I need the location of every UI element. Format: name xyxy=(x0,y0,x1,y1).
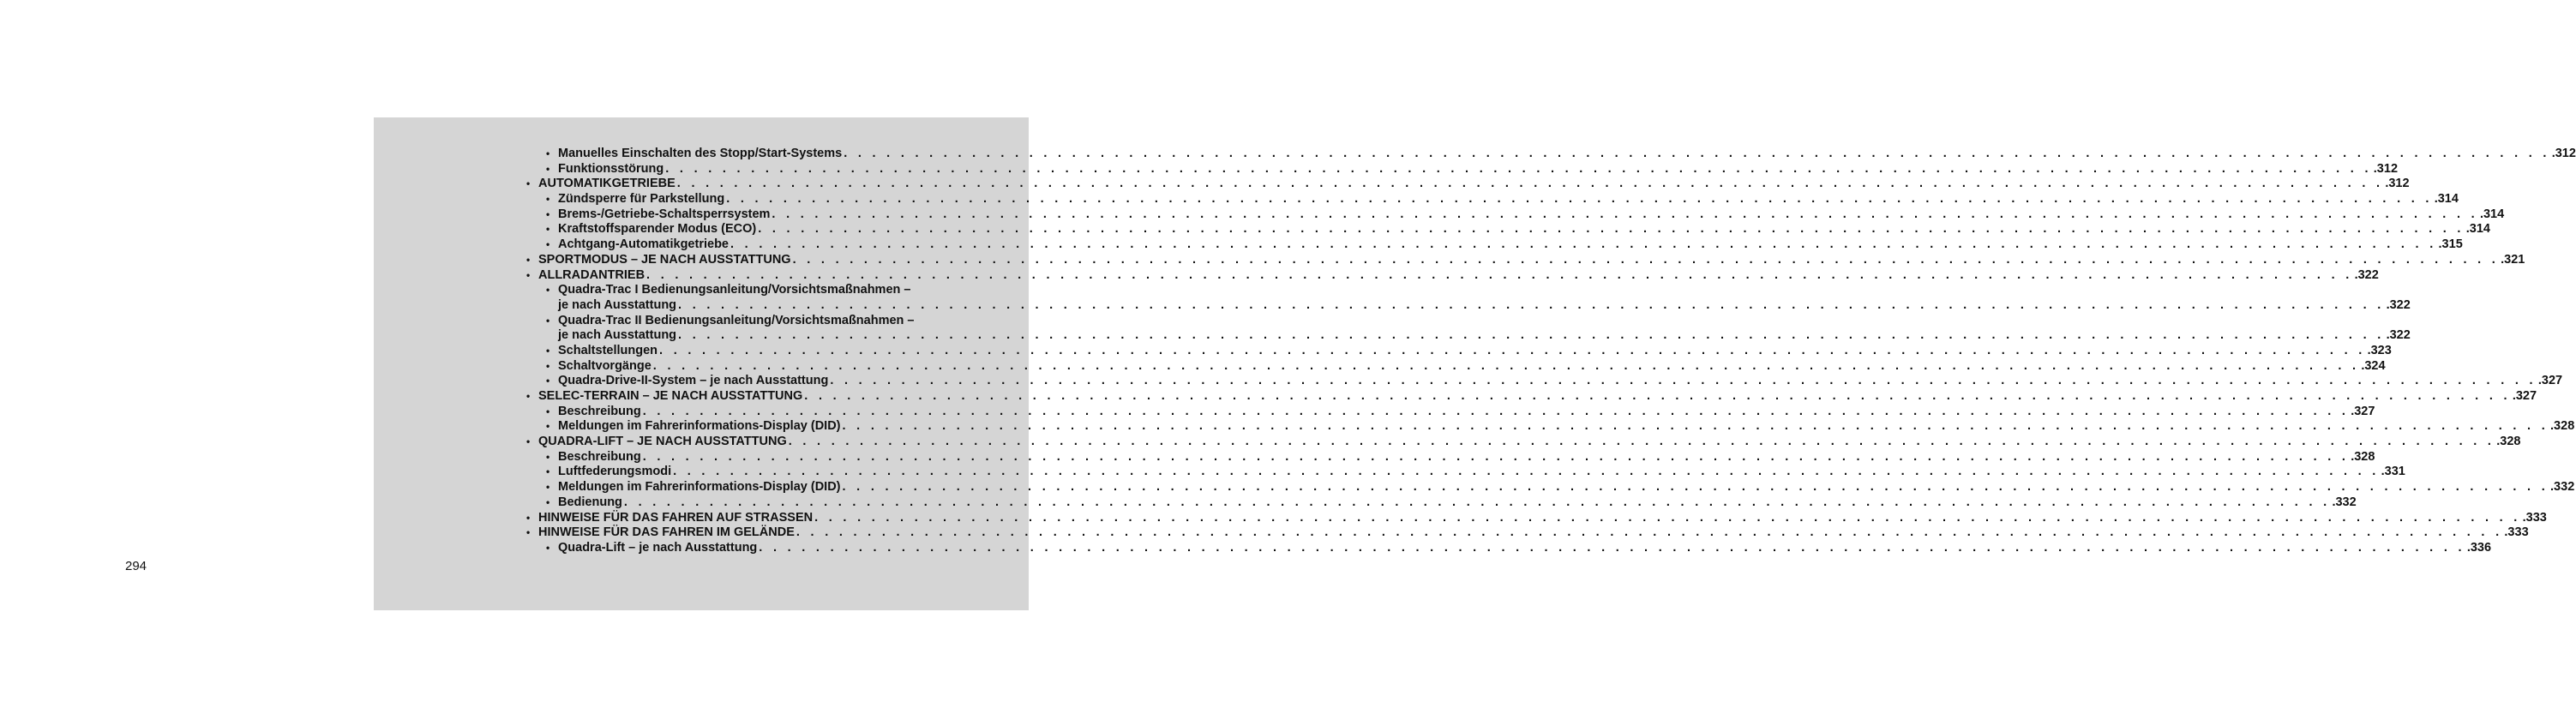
toc-entry-page: .314 xyxy=(2479,207,2505,221)
toc-entry-title: Kraftstoffsparender Modus (ECO) xyxy=(558,222,757,237)
bullet-icon: • xyxy=(546,314,550,327)
toc-entry-title: Funktionsstörung xyxy=(558,161,664,176)
toc-entry-page: .321 xyxy=(2501,252,2525,267)
dot-leader: . . . . . . . . . . . . . . . . . . . . . . . . . . . . . . . . . . . . . . . . . . . . . . . . . . . . . . . . . . . . . . . . . . . . . . . . . . . . . . . . . . . . . . . . . . . . . . . . . . . . . . . . . . . . . . . . . . . . . . . . xyxy=(726,192,2433,207)
dot-leader: . . . . . . . . . . . . . . . . . . . . . . . . . . . . . . . . . . . . . . . . . . . . . . . . . . . . . . . . . . . . . . . . . . . . . . . . . . . . . . . . . . . . . . . . . . . . . . . . . . . . . . . . . . . . . . . . . . . . . . . . xyxy=(842,419,2549,434)
dot-leader: . . . . . . . . . . . . . . . . . . . . . . . . . . . . . . . . . . . . . . . . . . . . . . . . . . . . . . . . . . . . . . . . . . . . . . . . . . . . . . . . . . . . . . . . . . . . . . . . . . . . . . . . . . . . . . . . . . . . . . . . xyxy=(678,328,2385,343)
table-of-contents xyxy=(525,147,2576,556)
page-number: 294 xyxy=(125,559,147,573)
toc-entry[interactable] xyxy=(525,358,2386,375)
toc-entry[interactable] xyxy=(525,177,2410,192)
toc-entry-page: .327 xyxy=(2537,374,2563,388)
bullet-icon: • xyxy=(546,375,550,387)
bullet-icon: • xyxy=(546,207,550,220)
bullet-icon: • xyxy=(546,450,550,463)
dot-leader: . . . . . . . . . . . . . . . . . . . . . . . . . . . . . . . . . . . . . . . . . . . . . . . . . . . . . . . . . . . . . . . . . . . . . . . . . . . . . . . . . . . . . . . . . . . . . . . . . . . . . . . . . . . . . . . . . . . . . . . . xyxy=(796,525,2503,540)
bullet-icon: • xyxy=(526,526,531,539)
toc-entry-page: .322 xyxy=(2354,267,2379,282)
bullet-icon: • xyxy=(546,541,550,554)
toc-entry[interactable] xyxy=(525,389,2537,405)
dot-leader: . . . . . . . . . . . . . . . . . . . . . . . . . . . . . . . . . . . . . . . . . . . . . . . . . . . . . . . . . . . . . . . . . . . . . . . . . . . . . . . . . . . . . . . . . . . . . . . . . . . . . . . . . . . . . . . . . . . . . . . . xyxy=(804,389,2511,404)
toc-entry[interactable] xyxy=(525,480,2575,495)
toc-entry-page: .312 xyxy=(2551,147,2576,160)
toc-entry-page: .331 xyxy=(2381,465,2405,479)
toc-entry[interactable] xyxy=(525,419,2575,435)
toc-entry-title: Beschreibung xyxy=(558,449,641,464)
toc-entry-page: .332 xyxy=(2550,480,2575,495)
toc-entry[interactable] xyxy=(525,510,2547,526)
dot-leader: . . . . . . . . . . . . . . . . . . . . . . . . . . . . . . . . . . . . . . . . . . . . . . . . . . . . . . . . . . . . . . . . . . . . . . . . . . . . . . . . . . . . . . . . . . . . . . . . . . . . . . . . . . . . . . . . . . . . . . . . xyxy=(673,465,2380,479)
toc-entry[interactable] xyxy=(525,525,2529,541)
toc-entry-page: .323 xyxy=(2367,343,2392,357)
toc-entry[interactable] xyxy=(525,495,2357,511)
bullet-icon: • xyxy=(546,223,550,236)
toc-entry[interactable] xyxy=(525,313,2411,344)
bullet-icon: • xyxy=(546,147,550,159)
toc-entry-page: .333 xyxy=(2504,525,2529,540)
dot-leader: . . . . . . . . . . . . . . . . . . . . . . . . . . . . . . . . . . . . . . . . . . . . . . . . . . . . . . . . . . . . . . . . . . . . . . . . . . . . . . . . . . . . . . . . . . . . . . . . . . . . . . . . . . . . . . . . . . . . . . . . xyxy=(659,343,2366,357)
dot-leader: . . . . . . . . . . . . . . . . . . . . . . . . . . . . . . . . . . . . . . . . . . . . . . . . . . . . . . . . . . . . . . . . . . . . . . . . . . . . . . . . . . . . . . . . . . . . . . . . . . . . . . . . . . . . . . . . . . . . . . . . xyxy=(730,237,2437,252)
toc-entry-title: Brems-/Getriebe-Schaltsperrsystem xyxy=(558,207,771,221)
toc-entry-page: .324 xyxy=(2361,358,2386,373)
toc-entry[interactable] xyxy=(525,465,2405,480)
dot-leader: . . . . . . . . . . . . . . . . . . . . . . . . . . . . . . . . . . . . . . . . . . . . . . . . . . . . . . . . . . . . . . . . . . . . . . . . . . . . . . . . . . . . . . . . . . . . . . . . . . . . . . . . . . . . . . . . . . . . . . . . xyxy=(665,161,2372,176)
bullet-icon: • xyxy=(526,253,531,266)
bullet-icon: • xyxy=(546,481,550,494)
toc-entry-page: .314 xyxy=(2465,222,2490,237)
dot-leader: . . . . . . . . . . . . . . . . . . . . . . . . . . . . . . . . . . . . . . . . . . . . . . . . . . . . . . . . . . . . . . . . . . . . . . . . . . . . . . . . . . . . . . . . . . . . . . . . . . . . . . . . . . . . . . . . . . . . . . . . xyxy=(844,147,2550,160)
toc-entry-title: HINWEISE FÜR DAS FAHREN AUF STRASSEN xyxy=(538,510,814,525)
dot-leader: . . . . . . . . . . . . . . . . . . . . . . . . . . . . . . . . . . . . . . . . . . . . . . . . . . . . . . . . . . . . . . . . . . . . . . . . . . . . . . . . . . . . . . . . . . . . . . . . . . . . . . . . . . . . . . . . . . . . . . . . xyxy=(772,207,2478,221)
toc-entry[interactable] xyxy=(525,192,2459,207)
dot-leader: . . . . . . . . . . . . . . . . . . . . . . . . . . . . . . . . . . . . . . . . . . . . . . . . . . . . . . . . . . . . . . . . . . . . . . . . . . . . . . . . . . . . . . . . . . . . . . . . . . . . . . . . . . . . . . . . . . . . . . . . xyxy=(623,495,2331,509)
dot-leader: . . . . . . . . . . . . . . . . . . . . . . . . . . . . . . . . . . . . . . . . . . . . . . . . . . . . . . . . . . . . . . . . . . . . . . . . . . . . . . . . . . . . . . . . . . . . . . . . . . . . . . . . . . . . . . . . . . . . . . . . xyxy=(642,404,2350,418)
toc-entry-title: SELEC-TERRAIN – JE NACH AUSSTATTUNG xyxy=(538,389,803,404)
toc-entry-page: .322 xyxy=(2386,297,2411,312)
toc-entry-page: .336 xyxy=(2466,540,2492,555)
toc-entry[interactable] xyxy=(525,540,2492,556)
toc-entry[interactable] xyxy=(525,267,2379,284)
toc-entry[interactable] xyxy=(525,343,2392,359)
dot-leader: . . . . . . . . . . . . . . . . . . . . . . . . . . . . . . . . . . . . . . . . . . . . . . . . . . . . . . . . . . . . . . . . . . . . . . . . . . . . . . . . . . . . . . . . . . . . . . . . . . . . . . . . . . . . . . . . . . . . . . . . xyxy=(646,267,2353,282)
dot-leader: . . . . . . . . . . . . . . . . . . . . . . . . . . . . . . . . . . . . . . . . . . . . . . . . . . . . . . . . . . . . . . . . . . . . . . . . . . . . . . . . . . . . . . . . . . . . . . . . . . . . . . . . . . . . . . . . . . . . . . . . xyxy=(830,374,2537,388)
bullet-icon: • xyxy=(526,177,531,190)
toc-entry-title: Meldungen im Fahrerinformations-Display (DID) xyxy=(558,480,841,495)
toc-entry-title: Schaltstellungen xyxy=(558,343,658,357)
toc-entry[interactable] xyxy=(525,237,2463,253)
bullet-icon: • xyxy=(546,359,550,372)
bullet-icon: • xyxy=(546,162,550,175)
bullet-icon: • xyxy=(546,420,550,433)
toc-entry-title: Quadra-Drive-II-System – je nach Ausstattung xyxy=(558,374,829,388)
bullet-icon: • xyxy=(526,268,531,281)
toc-entry-page: .328 xyxy=(2550,419,2575,434)
toc-entry-title: ALLRADANTRIEB xyxy=(538,267,646,282)
toc-entry-title: Meldungen im Fahrerinformations-Display (DID) xyxy=(558,419,841,434)
toc-entry-title-continuation: je nach Ausstattung xyxy=(558,297,677,312)
toc-entry-title-continuation: je nach Ausstattung xyxy=(558,328,677,343)
toc-entry-title: Quadra-Lift – je nach Ausstattung xyxy=(558,540,758,555)
toc-entry[interactable] xyxy=(525,147,2576,162)
bullet-icon: • xyxy=(546,344,550,357)
toc-entry-page: .327 xyxy=(2351,404,2375,418)
toc-entry-page: .312 xyxy=(2373,161,2399,176)
dot-leader: . . . . . . . . . . . . . . . . . . . . . . . . . . . . . . . . . . . . . . . . . . . . . . . . . . . . . . . . . . . . . . . . . . . . . . . . . . . . . . . . . . . . . . . . . . . . . . . . . . . . . . . . . . . . . . . . . . . . . . . . xyxy=(642,449,2350,464)
toc-entry-title: Schaltvorgänge xyxy=(558,358,652,373)
toc-entry-page: .322 xyxy=(2386,328,2411,343)
toc-entry[interactable] xyxy=(525,404,2375,420)
dot-leader: . . . . . . . . . . . . . . . . . . . . . . . . . . . . . . . . . . . . . . . . . . . . . . . . . . . . . . . . . . . . . . . . . . . . . . . . . . . . . . . . . . . . . . . . . . . . . . . . . . . . . . . . . . . . . . . . . . . . . . . . xyxy=(842,480,2549,495)
toc-entry-title: Beschreibung xyxy=(558,404,641,418)
toc-entry-title: QUADRA-LIFT – JE NACH AUSSTATTUNG xyxy=(538,435,787,449)
toc-entry-title: Manuelles Einschalten des Stopp/Start-Systems xyxy=(558,147,843,160)
toc-entry-page: .333 xyxy=(2522,510,2547,525)
toc-entry[interactable] xyxy=(525,374,2563,389)
bullet-icon: • xyxy=(526,511,531,524)
bullet-icon: • xyxy=(526,390,531,403)
toc-entry[interactable] xyxy=(525,435,2521,450)
bullet-icon: • xyxy=(546,495,550,508)
dot-leader: . . . . . . . . . . . . . . . . . . . . . . . . . . . . . . . . . . . . . . . . . . . . . . . . . . . . . . . . . . . . . . . . . . . . . . . . . . . . . . . . . . . . . . . . . . . . . . . . . . . . . . . . . . . . . . . . . . . . . . . . xyxy=(652,358,2360,373)
toc-entry-page: .312 xyxy=(2385,177,2410,191)
dot-leader: . . . . . . . . . . . . . . . . . . . . . . . . . . . . . . . . . . . . . . . . . . . . . . . . . . . . . . . . . . . . . . . . . . . . . . . . . . . . . . . . . . . . . . . . . . . . . . . . . . . . . . . . . . . . . . . . . . . . . . . . xyxy=(678,297,2385,312)
toc-entry-title: Luftfederungsmodi xyxy=(558,465,672,479)
toc-entry[interactable] xyxy=(525,449,2375,465)
toc-entry-title: Achtgang-Automatikgetriebe xyxy=(558,237,729,252)
toc-entry-title: HINWEISE FÜR DAS FAHREN IM GELÄNDE xyxy=(538,525,795,540)
toc-entry-page: .328 xyxy=(2351,449,2375,464)
toc-entry[interactable] xyxy=(525,207,2505,223)
dot-leader: . . . . . . . . . . . . . . . . . . . . . . . . . . . . . . . . . . . . . . . . . . . . . . . . . . . . . . . . . . . . . . . . . . . . . . . . . . . . . . . . . . . . . . . . . . . . . . . . . . . . . . . . . . . . . . . . . . . . . . . . xyxy=(788,435,2495,449)
toc-entry[interactable] xyxy=(525,161,2399,177)
bullet-icon: • xyxy=(546,465,550,478)
bullet-icon: • xyxy=(526,435,531,448)
dot-leader: . . . . . . . . . . . . . . . . . . . . . . . . . . . . . . . . . . . . . . . . . . . . . . . . . . . . . . . . . . . . . . . . . . . . . . . . . . . . . . . . . . . . . . . . . . . . . . . . . . . . . . . . . . . . . . . . . . . . . . . . xyxy=(676,177,2384,191)
toc-entry[interactable] xyxy=(525,283,2411,313)
toc-entry-title: Bedienung xyxy=(558,495,622,509)
toc-entry[interactable] xyxy=(525,222,2490,237)
toc-entry-title: Zündsperre für Parkstellung xyxy=(558,192,725,207)
bullet-icon: • xyxy=(546,284,550,297)
toc-entry[interactable] xyxy=(525,252,2525,268)
toc-entry-title: Quadra-Trac I Bedienungsanleitung/Vorsichtsmaßnahmen – xyxy=(558,283,911,297)
dot-leader: . . . . . . . . . . . . . . . . . . . . . . . . . . . . . . . . . . . . . . . . . . . . . . . . . . . . . . . . . . . . . . . . . . . . . . . . . . . . . . . . . . . . . . . . . . . . . . . . . . . . . . . . . . . . . . . . . . . . . . . . xyxy=(792,252,2500,267)
toc-entry-page: .314 xyxy=(2434,192,2459,207)
toc-entry-page: .327 xyxy=(2512,389,2537,404)
toc-entry-title: Quadra-Trac II Bedienungsanleitung/Vorsichtsmaßnahmen – xyxy=(558,313,915,327)
bullet-icon: • xyxy=(546,238,550,251)
toc-entry-page: .332 xyxy=(2332,495,2357,509)
bullet-icon: • xyxy=(546,405,550,417)
dot-leader: . . . . . . . . . . . . . . . . . . . . . . . . . . . . . . . . . . . . . . . . . . . . . . . . . . . . . . . . . . . . . . . . . . . . . . . . . . . . . . . . . . . . . . . . . . . . . . . . . . . . . . . . . . . . . . . . . . . . . . . . xyxy=(814,510,2521,525)
toc-entry-title: SPORTMODUS – JE NACH AUSSTATTUNG xyxy=(538,252,791,267)
dot-leader: . . . . . . . . . . . . . . . . . . . . . . . . . . . . . . . . . . . . . . . . . . . . . . . . . . . . . . . . . . . . . . . . . . . . . . . . . . . . . . . . . . . . . . . . . . . . . . . . . . . . . . . . . . . . . . . . . . . . . . . . xyxy=(759,540,2465,555)
dot-leader: . . . . . . . . . . . . . . . . . . . . . . . . . . . . . . . . . . . . . . . . . . . . . . . . . . . . . . . . . . . . . . . . . . . . . . . . . . . . . . . . . . . . . . . . . . . . . . . . . . . . . . . . . . . . . . . . . . . . . . . . xyxy=(758,222,2465,237)
bullet-icon: • xyxy=(546,193,550,206)
toc-entry-page: .315 xyxy=(2438,237,2463,252)
toc-entry-page: .328 xyxy=(2496,435,2521,449)
toc-entry-title: AUTOMATIKGETRIEBE xyxy=(538,177,676,191)
